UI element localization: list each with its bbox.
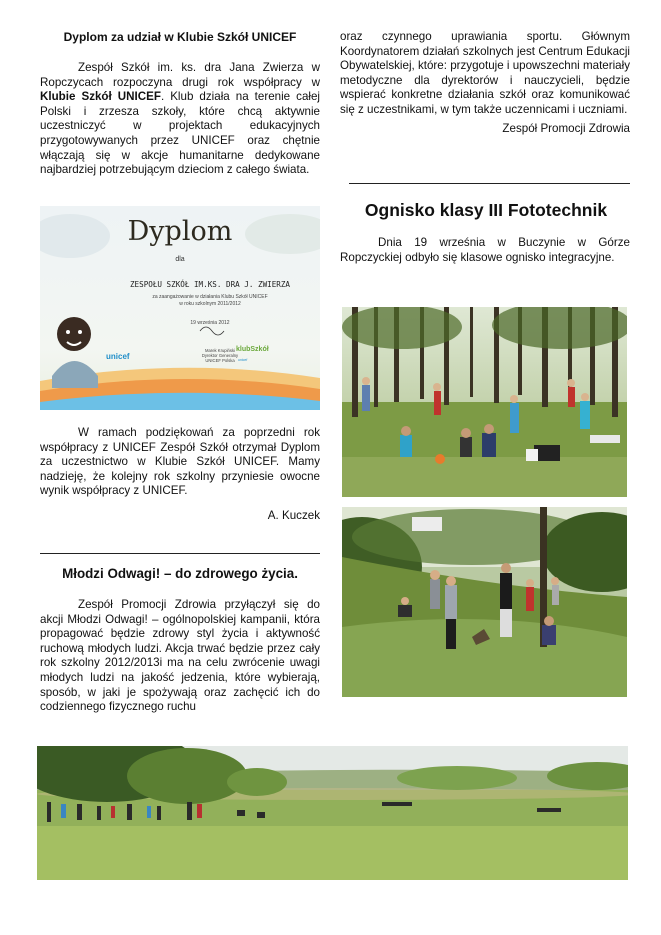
unicef-intro-text-2: . Klub działa na terenie całej Polski i zrzesza szkoły, które chcą aktywnie uczestniczyć w projektach edukacyjnych przygotowywanych przez UNICEF oraz chętnie włączają się w akcje humanitarne dedykowane najbardziej potrzebującym dzieciom z całego świata.	[40, 90, 321, 177]
diploma-school-name: ZESPOŁU SZKÓŁ IM.KS. DRA J. ZWIERZA	[129, 280, 290, 289]
diploma-line-1: za zaangażowanie w działania Klubu Szkół UNICEF	[152, 294, 268, 300]
campfire-photo-clearing	[342, 507, 627, 697]
diploma-line-2: w roku szkolnym 2011/2012	[179, 301, 241, 307]
klub-szkol-logo: klubSzkół	[236, 346, 269, 353]
unicef-heading: Dyplom za udział w Klubie Szkół UNICEF	[63, 30, 297, 44]
diploma-date: 19 września 2012	[190, 320, 230, 326]
unicef-club-name: Klubie Szkół UNICEF	[40, 90, 161, 104]
odwagi-continued-block	[340, 30, 630, 136]
meadow-panorama-photo-art	[37, 746, 628, 880]
odwagi-heading: Młodzi Odwagi! – do zdrowego życia.	[62, 566, 298, 581]
campfire-photo-forest	[342, 307, 627, 497]
unicef-logo: unicef	[106, 352, 130, 361]
diploma-signer-org: UNICEF Polska	[205, 358, 235, 363]
unicef-thanks-paragraph: W ramach podziękowań za poprzedni rok współpracy z UNICEF Zespół Szkół otrzymał Dyplom za uczestnictwo w Klubie Szkół UNICEF. Mamy nadzieję, że kolejny rok szkolny przyniesie owocne wynik współpracy z UNICEF.	[40, 426, 320, 498]
left-divider	[40, 553, 320, 554]
odwagi-author: Zespół Promocji Zdrowia	[502, 121, 630, 135]
right-divider	[349, 183, 630, 184]
unicef-thanks-block	[40, 426, 320, 524]
klub-szkol-logo-sub: unicef	[238, 358, 248, 362]
unicef-intro-block	[40, 61, 320, 178]
unicef-diploma-image	[40, 206, 320, 410]
odwagi-paragraph: Zespół Promocji Zdrowia przyłączył się do akcji Młodzi Odwagi! – ogólnopolskiej kampanii, która propagować będzie zdrowy styl życia i aktywność ruchową młodych ludzi. Akcja trwać będzie przez cały rok szkolny 2012/2013i ma na celu zwrócenie uwagi młodych ludzi na jakość jedzenia, które wybierają, sposób, w jaki je spożywają oraz zachęcić ich do codziennego fizycznego ruchu	[40, 598, 320, 714]
ognisko-block	[340, 236, 630, 265]
odwagi-block	[40, 598, 320, 715]
diploma-dla: dla	[175, 256, 185, 263]
unicef-author: A. Kuczek	[267, 508, 320, 522]
odwagi-continued-paragraph: oraz czynnego uprawiania sportu. Głównym Koordynatorem działań szkolnych jest Centrum Edukacji Obywatelskiej, które: przygotuje i upowszechni materiały metodyczne dla dyrektorów i nauczycieli, będzie wspierać konkretne działania szkół oraz komunikować się z uczestnikami, w tym także uczennicami i uczniami.	[340, 30, 630, 116]
diploma-signer-role: Dyrektor Generalny	[201, 353, 239, 358]
meadow-panorama-photo	[37, 746, 628, 880]
campfire-photo-forest-art	[342, 307, 627, 497]
campfire-photo-clearing-art	[342, 507, 627, 697]
ognisko-heading: Ognisko klasy III Fototechnik	[364, 200, 608, 220]
diploma-signer-name: Marek Krupiński	[204, 348, 236, 353]
diploma-title: Dyplom	[127, 216, 233, 247]
ognisko-paragraph: Dnia 19 września w Buczynie w Górze Ropczyckiej odbyło się klasowe ognisko integracyjne.	[340, 236, 630, 264]
unicef-intro-text-1: Zespół Szkół im. ks. dra Jana Zwierza w Ropczycach rozpoczyna drugi rok współpracy w	[40, 61, 320, 89]
unicef-intro-paragraph	[40, 61, 320, 178]
